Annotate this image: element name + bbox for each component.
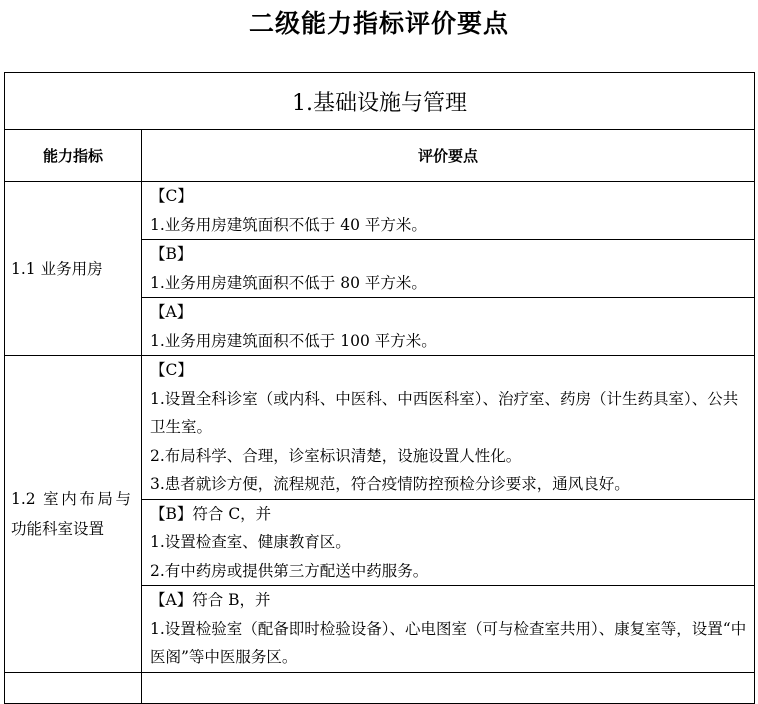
header-points: 评价要点 <box>142 130 755 182</box>
table-row <box>5 356 755 500</box>
level-cell <box>142 499 755 586</box>
level-label: 【A】符合 B，并 <box>150 591 271 609</box>
level-cell <box>142 356 755 500</box>
level-cell <box>142 298 755 356</box>
level-cell <box>142 586 755 673</box>
level-item: 1.业务用房建筑面积不低于 100 平方米。 <box>150 331 437 350</box>
level-item: 3.患者就诊方便，流程规范，符合疫情防控预检分诊要求，通风良好。 <box>150 475 630 493</box>
level-item: 1.业务用房建筑面积不低于 80 平方米。 <box>150 273 427 292</box>
level-cell <box>142 182 755 240</box>
level-item: 2.有中药房或提供第三方配送中药服务。 <box>150 561 429 580</box>
level-cell <box>142 240 755 298</box>
level-item: 1.设置检验室（配备即时检验设备）、心电图室（可与检查室共用）、康复室等，设置“中医阁”等中医服务区。 <box>150 619 747 666</box>
next-points-cell <box>142 672 755 703</box>
table-row-next <box>5 672 755 703</box>
level-item: 2.布局科学、合理，诊室标识清楚，设施设置人性化。 <box>150 446 522 465</box>
table-row <box>5 182 755 240</box>
level-item: 1.设置检查室、健康教育区。 <box>150 533 351 551</box>
level-item: 1.设置全科诊室（或内科、中医科、中西医科室）、治疗室、药房（计生药具室）、公共卫生室。 <box>150 389 739 436</box>
indicator-name: 1.2 室内布局与功能科室设置 <box>5 356 142 673</box>
level-label: 【B】符合 C，并 <box>150 504 272 523</box>
next-indicator-cell <box>5 672 142 703</box>
level-label: 【C】 <box>150 187 193 205</box>
level-label: 【B】 <box>150 245 193 263</box>
section-title-row <box>5 73 755 130</box>
header-row <box>5 130 755 182</box>
indicator-name: 1.1 业务用房 <box>5 182 142 356</box>
header-indicator: 能力指标 <box>5 130 142 182</box>
evaluation-table <box>4 72 755 704</box>
level-label: 【C】 <box>150 361 193 379</box>
level-label: 【A】 <box>150 303 193 321</box>
level-item: 1.业务用房建筑面积不低于 40 平方米。 <box>150 215 427 234</box>
section-title: 1.基础设施与管理 <box>5 73 755 130</box>
page-title: 二级能力指标评价要点 <box>248 9 509 38</box>
